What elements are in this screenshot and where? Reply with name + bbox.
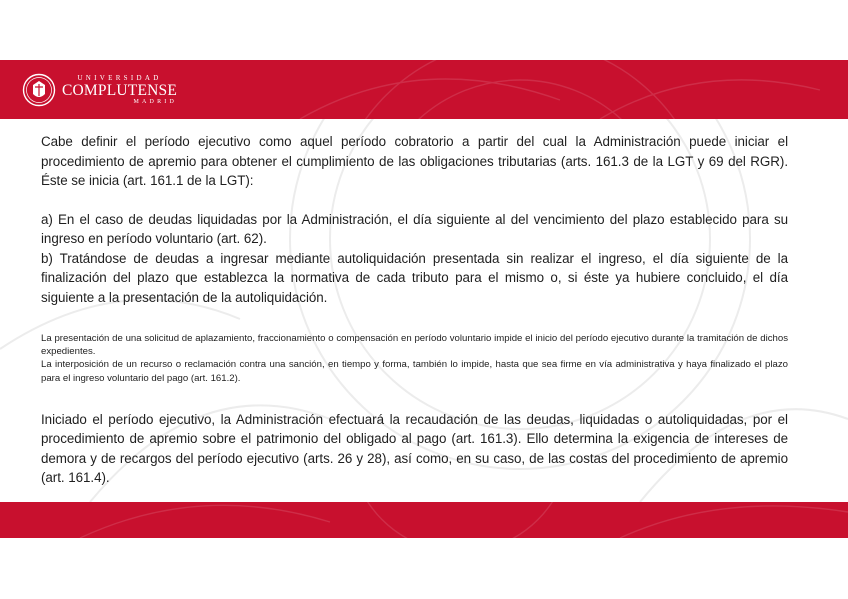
logo-madrid-text: MADRID — [133, 99, 178, 106]
logo-wordmark — [62, 75, 177, 106]
university-logo — [22, 72, 177, 108]
footer-band — [0, 502, 848, 538]
item-a-paragraph: a) En el caso de deudas liquidadas por la Administración, el día siguiente al del vencimiento del plazo establecido para su ingreso en período voluntario (art. 62). — [41, 211, 788, 246]
note-aplazamiento: La presentación de una solicitud de aplazamiento, fraccionamiento o compensación en período voluntario impide el inicio del período ejecutivo durante la tramitación de dichos expedientes. — [41, 333, 788, 358]
logo-universidad-text: UNIVERSIDAD — [77, 73, 162, 82]
closing-paragraph: Iniciado el período ejecutivo, la Administración efectuará la recaudación de las deudas, liquidadas o autoliquidadas, por el procedimiento de apremio sobre el patrimonio del obligado al pago (art. 161.3). Ello determina la exigencia de intereses de demora y de recargos del período ejecutivo (arts. 26 y 28), así como, en su caso, de las costas del procedimiento de apremio (art. 161.4). — [41, 411, 788, 486]
intro-paragraph: Cabe definir el período ejecutivo como aquel período cobratorio a partir del cual la Administración puede iniciar el procedimiento de apremio para obtener el cumplimiento de las obligaciones tributarias (arts. 161.3 de la LGT y 69 del RGR). Éste se inicia (art. 161.1 de la LGT): — [41, 134, 788, 188]
item-b-paragraph: b) Tratándose de deudas a ingresar mediante autoliquidación presentada sin realizar el ingreso, el día siguiente de la finalización del plazo que establezca la normativa de cada tributo para el mismo o, si éste ya hubiere concluido, el día siguiente a la presentación de la autoliquidación. — [41, 250, 788, 305]
footer-watermark-pattern — [0, 502, 848, 538]
logo-complutense-text: COMPLUTENSE — [62, 81, 178, 99]
note-recurso: La interposición de un recurso o reclamación contra una sanción, en tiempo y forma, también lo impide, hasta que sea firme en vía administrativa y haya finalizado el plazo para el ingreso voluntario del pago (art. 161.2). — [41, 359, 788, 384]
main-content — [41, 132, 788, 488]
crest-icon — [22, 73, 56, 107]
